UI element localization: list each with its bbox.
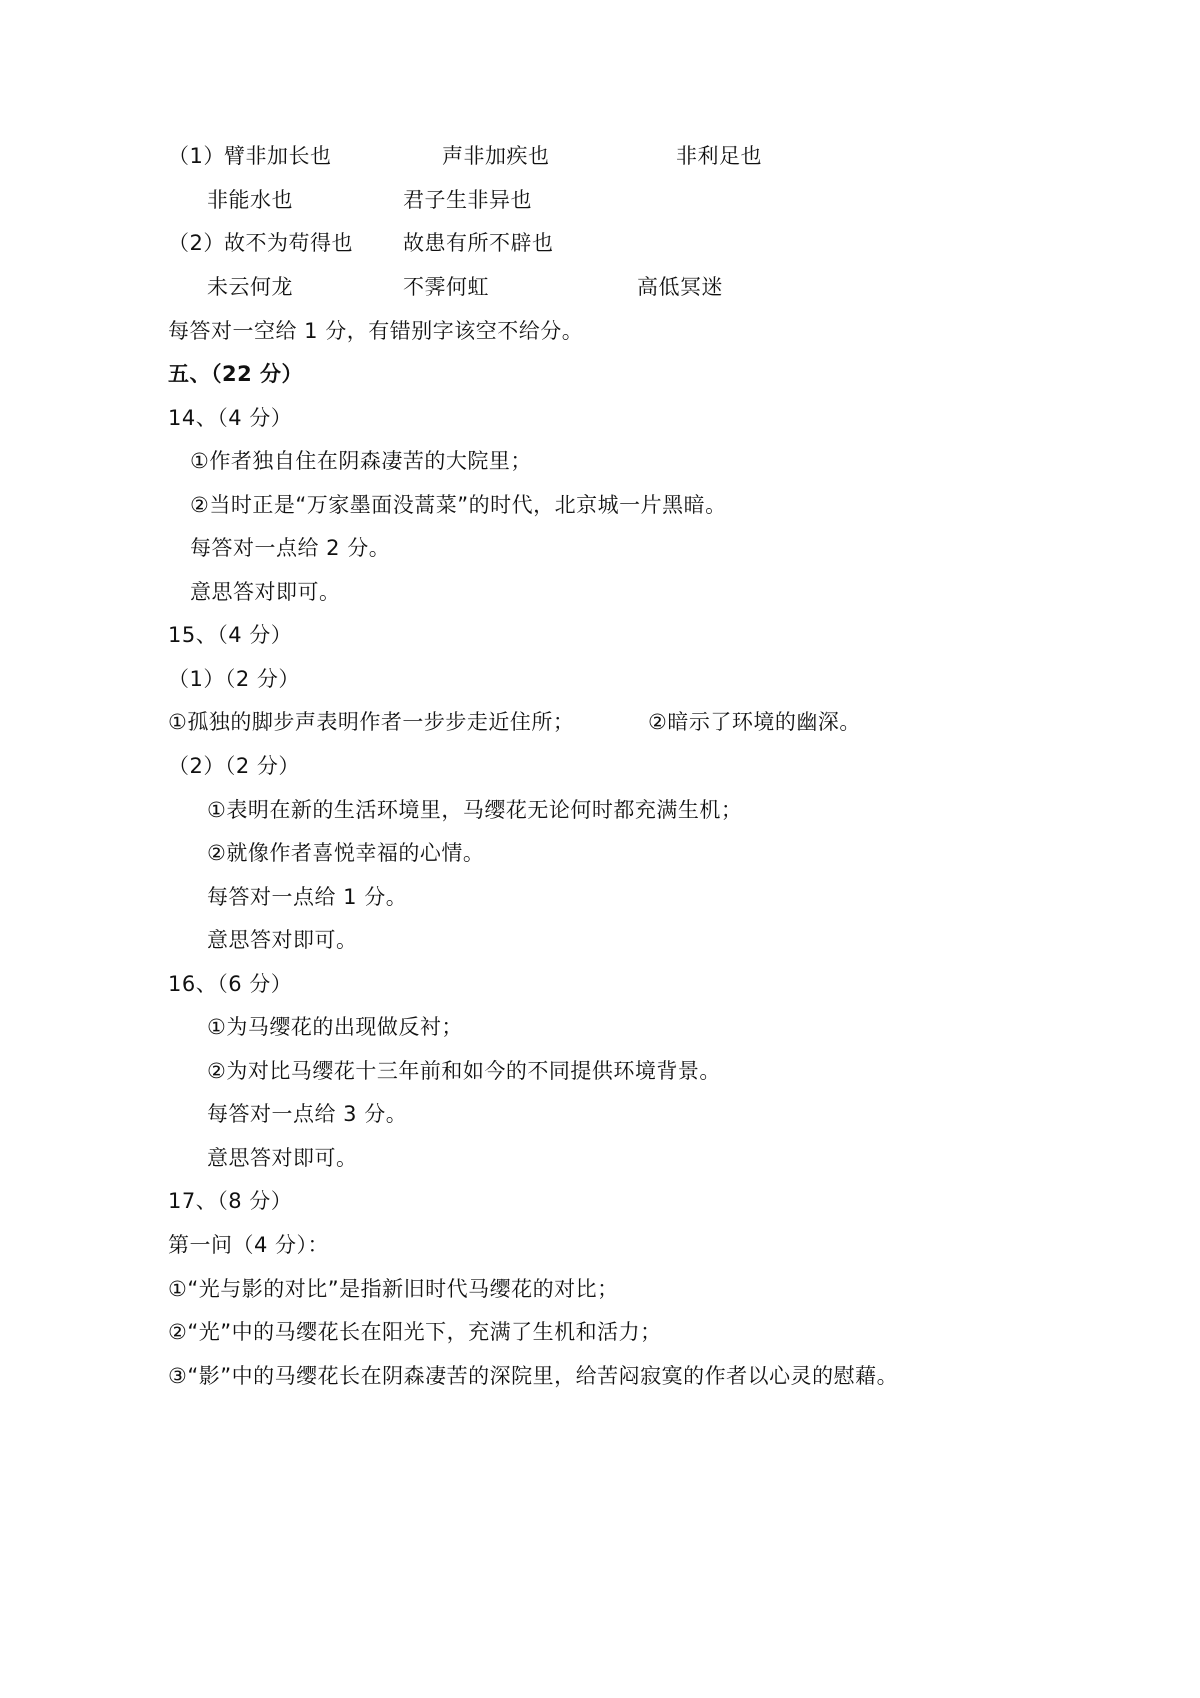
q15-sub1-point-2: ②暗示了环境的幽深。 [648, 710, 861, 734]
q13-answer-1d: 非能水也 [207, 188, 293, 212]
q13-scoring-note: 每答对一空给 1 分，有错别字该空不给分。 [168, 319, 584, 343]
q15-sub1-point-1: ①孤独的脚步声表明作者一步步走近住所； [168, 710, 575, 734]
q14-point-1: ①作者独自住在阴森凄苦的大院里； [190, 449, 532, 473]
q15-sub1-header: （1）（2 分） [168, 667, 300, 691]
q17-first-question: 第一问（4 分）： [168, 1233, 330, 1257]
q13-part2-label: （2） [168, 231, 225, 255]
q13-answer-1b: 声非加疾也 [442, 144, 550, 168]
q17-point-3: ③“影”中的马缨花长在阴森凄苦的深院里，给苦闷寂寞的作者以心灵的慰藉。 [168, 1364, 899, 1388]
q15-header: 15、（4 分） [168, 623, 293, 647]
q17-header: 17、（8 分） [168, 1189, 293, 1213]
q13-answer-2c: 未云何龙 [207, 275, 293, 299]
q16-header: 16、（6 分） [168, 972, 293, 996]
q13-answer-2d: 不霁何虹 [403, 275, 489, 299]
q14-header: 14、（4 分） [168, 406, 293, 430]
q16-point-1: ①为马缨花的出现做反衬； [207, 1015, 463, 1039]
q13-answer-1a: 臂非加长也 [224, 144, 332, 168]
q15-note: 意思答对即可。 [207, 928, 358, 952]
q13-answer-1c: 非利足也 [676, 144, 762, 168]
q15-sub2-point-2: ②就像作者喜悦幸福的心情。 [207, 841, 485, 865]
q15-score: 每答对一点给 1 分。 [207, 885, 408, 909]
q16-note: 意思答对即可。 [207, 1146, 358, 1170]
q13-answer-1e: 君子生非异也 [403, 188, 532, 212]
q13-answer-2a: 故不为苟得也 [224, 231, 353, 255]
q16-point-2: ②为对比马缨花十三年前和如今的不同提供环境背景。 [207, 1059, 721, 1083]
q13-part1-label: （1） [168, 144, 225, 168]
q13-answer-2e: 高低冥迷 [637, 275, 723, 299]
q15-sub2-header: （2）（2 分） [168, 754, 300, 778]
q16-score: 每答对一点给 3 分。 [207, 1102, 408, 1126]
q13-answer-2b: 故患有所不辟也 [403, 231, 554, 255]
q14-score: 每答对一点给 2 分。 [190, 536, 391, 560]
q14-point-2: ②当时正是“万家墨面没蒿菜”的时代，北京城一片黑暗。 [190, 493, 727, 517]
section-title: 五、（22 分） [168, 362, 304, 386]
q17-point-2: ②“光”中的马缨花长在阳光下，充满了生机和活力； [168, 1320, 662, 1344]
q15-sub2-point-1: ①表明在新的生活环境里，马缨花无论何时都充满生机； [207, 798, 743, 822]
q17-point-1: ①“光与影的对比”是指新旧时代马缨花的对比； [168, 1277, 619, 1301]
q14-note: 意思答对即可。 [190, 580, 341, 604]
